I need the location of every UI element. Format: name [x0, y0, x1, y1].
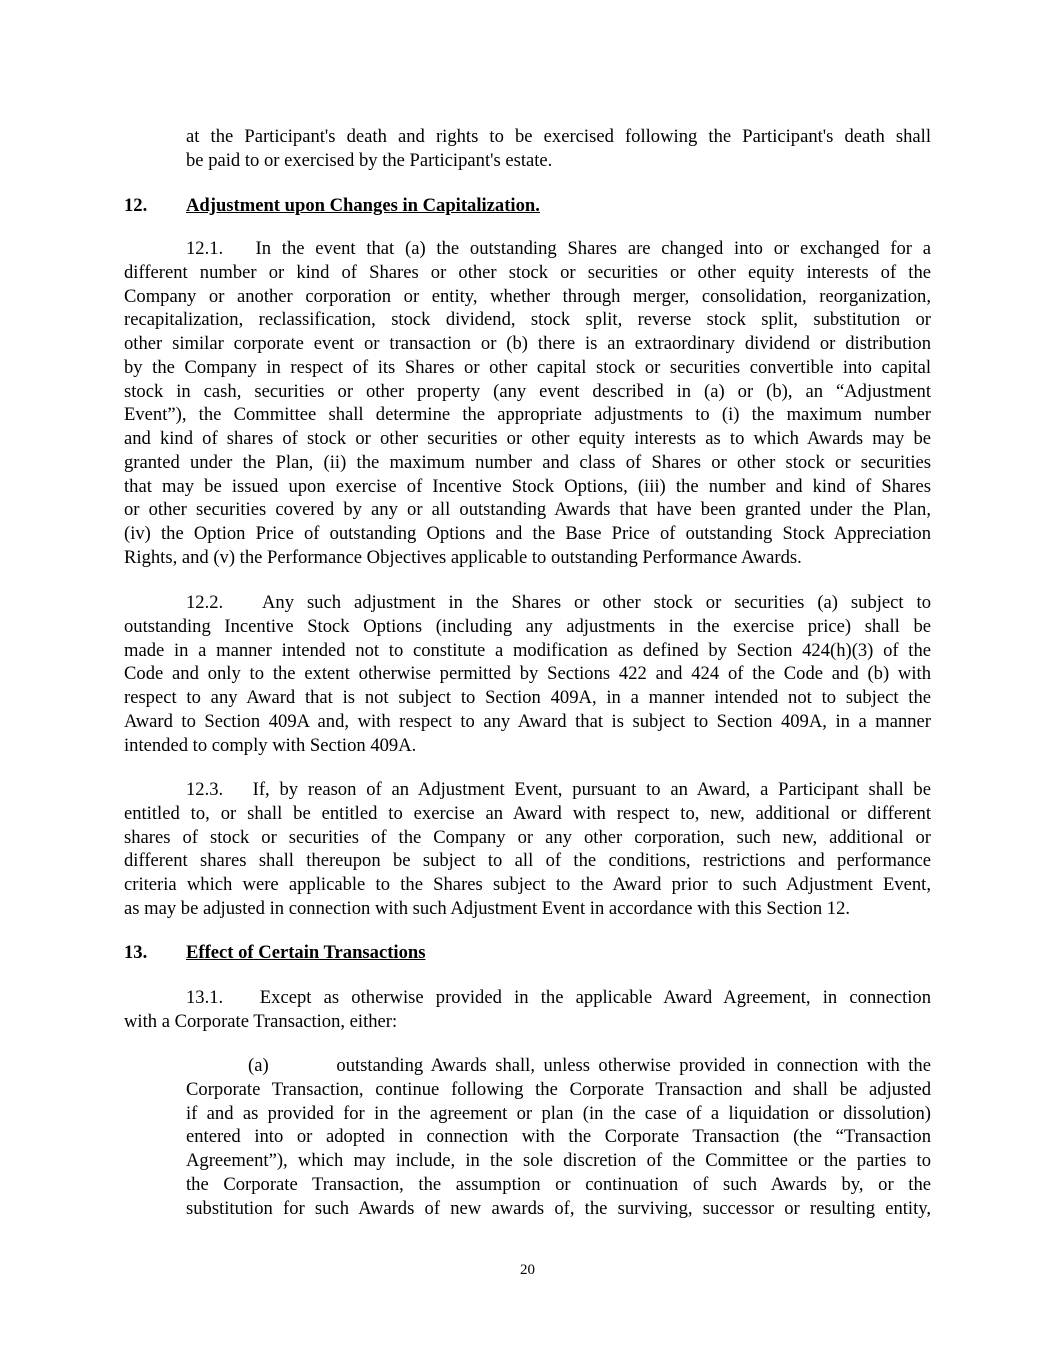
text-line: as may be adjusted in connection with such Adjustment Event in accordance with this Section 12.: [124, 897, 851, 919]
text-line: that may be issued upon exercise of Incentive Stock Options, (iii) the number and kind of Shares: [124, 475, 931, 497]
text-line: Event”), the Committee shall determine the appropriate adjustments to (i) the maximum number: [124, 404, 931, 426]
text-line: and kind of shares of stock or other securities or other equity interests as to which Awards may be: [124, 428, 931, 449]
paragraph-12-3: [124, 778, 931, 921]
text-line: with a Corporate Transaction, either:: [124, 1010, 398, 1032]
paragraph-12-1: [124, 237, 931, 570]
text-line: Code and only to the extent otherwise permitted by Sections 422 and 424 of the Code and (b) with: [124, 663, 931, 685]
text-line: respect to any Award that is not subject to Section 409A, in a manner intended not to subject the: [124, 687, 931, 708]
text-line: granted under the Plan, (ii) the maximum number and class of Shares or other stock or securities: [124, 451, 931, 473]
text-line: at the Participant's death and rights to be exercised following the Participant's death shall: [186, 126, 931, 147]
text-line: 13.1. Except as otherwise provided in the applicable Award Agreement, in connection: [186, 987, 931, 1008]
page-number: 20: [520, 1262, 535, 1278]
text-line: 12.3. If, by reason of an Adjustment Event, pursuant to an Award, a Participant shall be: [186, 779, 931, 800]
text-line: different number or kind of Shares or other stock or securities or other equity interests of the: [124, 261, 931, 283]
text-line: Agreement”), which may include, in the sole discretion of the Committee or the parties to: [186, 1150, 931, 1171]
section-title: Effect of Certain Transactions: [186, 942, 426, 963]
text-line: 12.1. In the event that (a) the outstanding Shares are changed into or exchanged for a: [186, 238, 931, 259]
text-line: stock in cash, securities or other property (any event described in (a) or (b), an “Adjustment: [124, 380, 931, 402]
text-line: criteria which were applicable to the Shares subject to the Award prior to such Adjustment Event,: [124, 874, 931, 895]
text-line: (a) outstanding Awards shall, unless otherwise provided in connection with the: [248, 1055, 931, 1076]
paragraph-13-1-a: [186, 1054, 931, 1220]
text-line: Rights, and (v) the Performance Objectives applicable to outstanding Performance Awards.: [124, 546, 802, 568]
section-number: 12.: [124, 195, 148, 216]
text-line: Company or another corporation or entity, whether through merger, consolidation, reorganization,: [124, 285, 931, 307]
text-line: other similar corporate event or transaction or (b) there is an extraordinary dividend or distribution: [124, 333, 931, 354]
text-line: 12.2. Any such adjustment in the Shares or other stock or securities (a) subject to: [186, 592, 931, 613]
text-line: entitled to, or shall be entitled to exercise an Award with respect to, new, additional or different: [124, 802, 931, 824]
text-line: be paid to or exercised by the Participant's estate.: [186, 149, 553, 171]
continued-paragraph: [186, 125, 931, 173]
text-line: different shares shall thereupon be subject to all of the conditions, restrictions and performance: [124, 850, 931, 872]
text-line: intended to comply with Section 409A.: [124, 734, 417, 756]
text-line: entered into or adopted in connection with the Corporate Transaction (the “Transaction: [186, 1126, 931, 1148]
section-number: 13.: [124, 942, 148, 963]
section-title: Adjustment upon Changes in Capitalization.: [186, 195, 540, 216]
text-line: Corporate Transaction, continue following the Corporate Transaction and shall be adjusted: [186, 1078, 931, 1100]
paragraph-12-2: [124, 591, 931, 757]
text-line: the Corporate Transaction, the assumption or continuation of such Awards by, or the: [186, 1173, 931, 1195]
text-line: substitution for such Awards of new awards of, the surviving, successor or resulting entity,: [186, 1197, 931, 1219]
text-line: made in a manner intended not to constitute a modification as defined by Section 424(h)(3) of the: [124, 639, 931, 661]
text-line: if and as provided for in the agreement or plan (in the case of a liquidation or dissolution): [186, 1102, 931, 1124]
text-line: recapitalization, reclassification, stock dividend, stock split, reverse stock split, substitution or: [124, 309, 931, 331]
paragraph-13-1: [124, 986, 931, 1034]
text-line: outstanding Incentive Stock Options (including any adjustments in the exercise price) shall be: [124, 615, 931, 637]
text-line: or other securities covered by any or all outstanding Awards that have been granted under the Plan,: [124, 499, 931, 521]
text-line: Award to Section 409A and, with respect to any Award that is subject to Section 409A, in a manner: [124, 710, 931, 732]
text-line: (iv) the Option Price of outstanding Options and the Base Price of outstanding Stock Appreciation: [124, 523, 931, 544]
text-line: by the Company in respect of its Shares or other capital stock or securities convertible into capital: [124, 356, 931, 378]
text-line: shares of stock or securities of the Company or any other corporation, such new, additional or: [124, 826, 931, 848]
